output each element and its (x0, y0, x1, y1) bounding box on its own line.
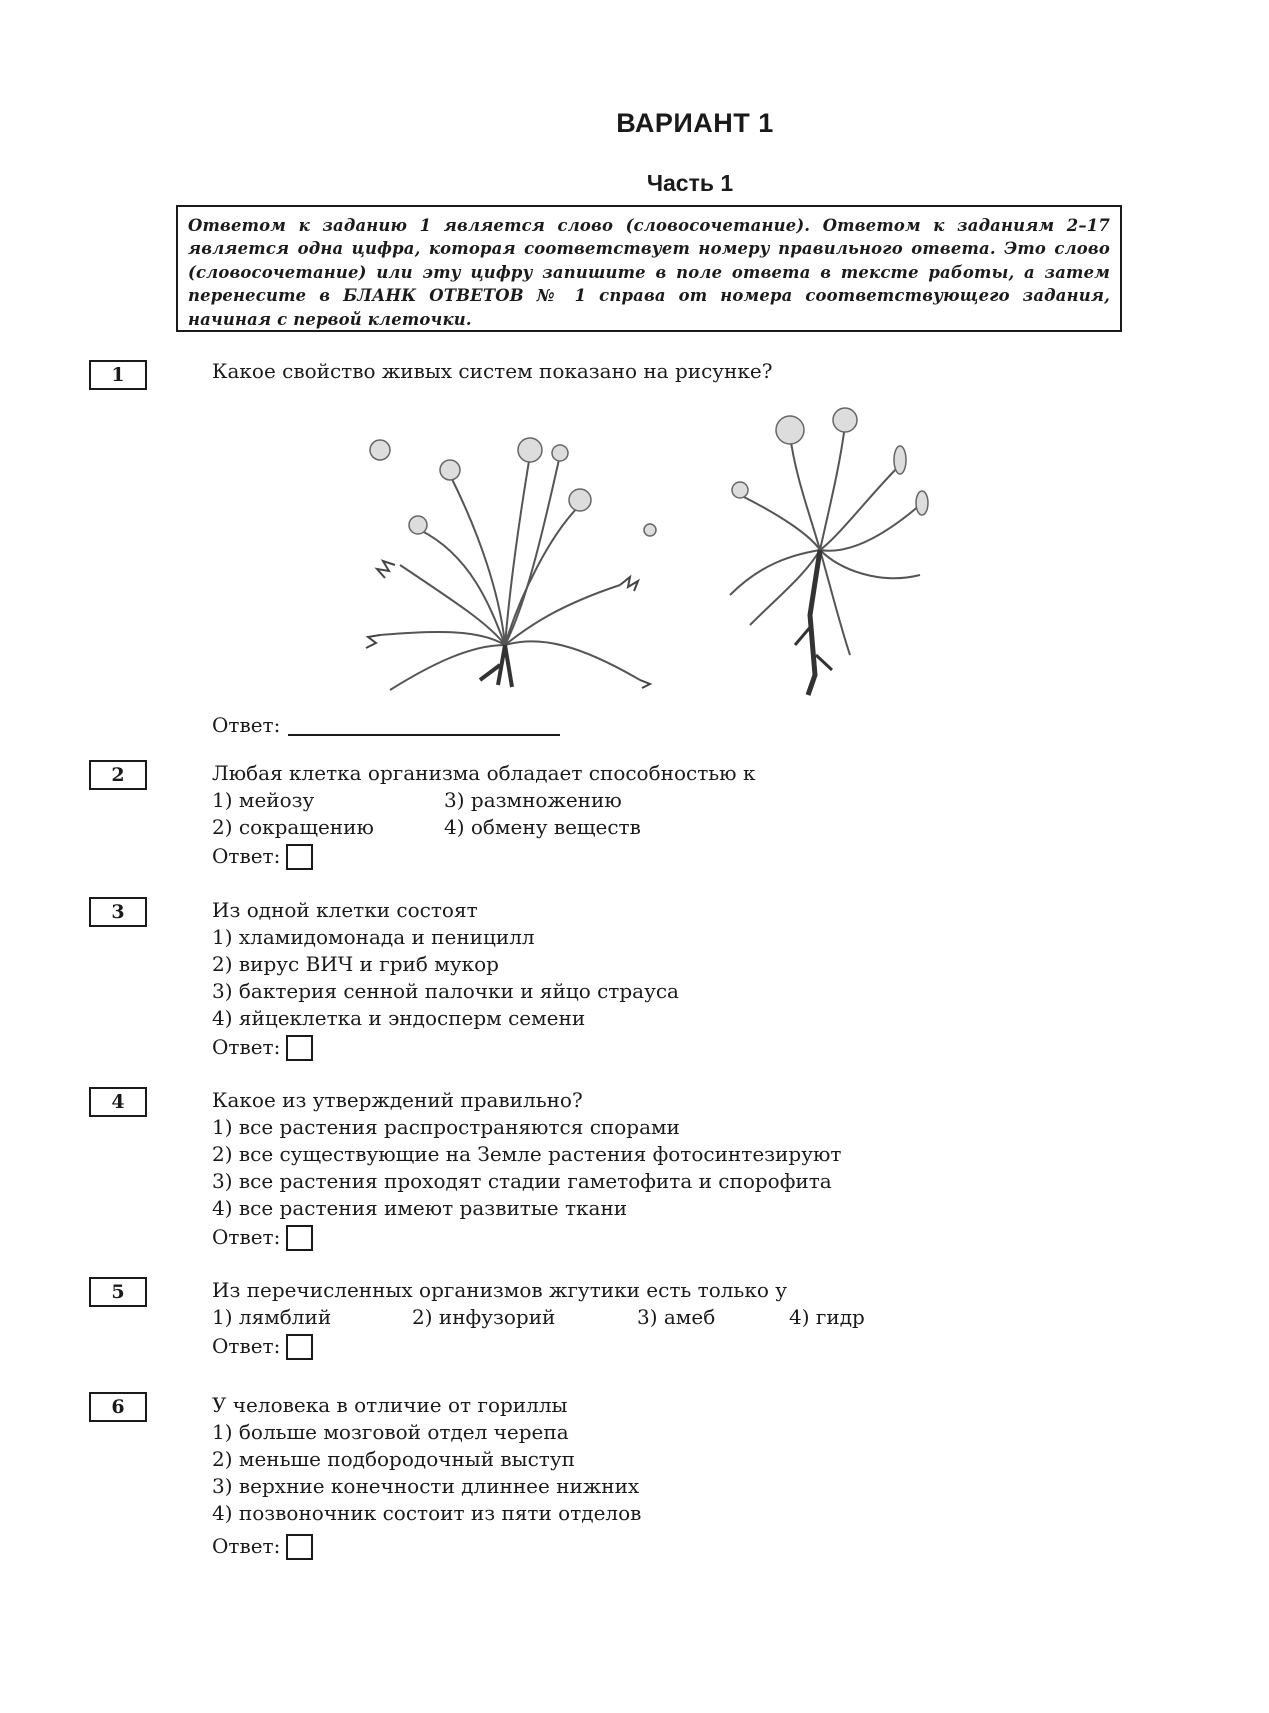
option: 4) яйцеклетка и эндосперм семени (212, 1006, 586, 1030)
page-title: ВАРИАНТ 1 (616, 108, 774, 138)
question-1-answer (212, 710, 560, 739)
question-5-text: Из перечисленных организмов жгутики есть только у (212, 1278, 787, 1302)
question-1-text: Какое свойство живых систем показано на рисунке? (212, 359, 773, 383)
question-2 (212, 760, 755, 870)
option: 1) хламидомонада и пеницилл (212, 925, 535, 949)
option: 3) все растения проходят стадии гаметофита и спорофита (212, 1169, 832, 1193)
question-number-1: 1 (89, 360, 147, 390)
option: 1) мейозу (212, 788, 315, 812)
option: 1) лямблий (212, 1305, 332, 1329)
option: 2) все существующие на Земле растения фотосинтезируют (212, 1142, 842, 1166)
option: 2) вирус ВИЧ и гриб мукор (212, 952, 499, 976)
answer-input-2[interactable] (286, 844, 313, 870)
question-3-text: Из одной клетки состоят (212, 898, 478, 922)
answer-label: Ответ: (212, 844, 281, 868)
question-6 (212, 1392, 641, 1560)
question-6-text: У человека в отличие от гориллы (212, 1393, 568, 1417)
option: 3) бактерия сенной палочки и яйцо страуса (212, 979, 679, 1003)
option: 4) все растения имеют развитые ткани (212, 1196, 628, 1220)
option: 3) амеб (637, 1305, 716, 1329)
question-number-5: 5 (89, 1277, 147, 1307)
question-5 (212, 1277, 865, 1360)
answer-label: Ответ: (212, 713, 281, 737)
question-number-2: 2 (89, 760, 147, 790)
answer-label: Ответ: (212, 1334, 281, 1358)
answer-input-4[interactable] (286, 1225, 313, 1251)
option: 2) инфузорий (412, 1305, 556, 1329)
question-2-text: Любая клетка организма обладает способностью к (212, 761, 756, 785)
question-3 (212, 897, 679, 1061)
answer-input-5[interactable] (286, 1334, 313, 1360)
right-dandelion-plant (730, 425, 920, 695)
option: 3) верхние конечности длиннее нижних (212, 1474, 640, 1498)
option: 2) меньше подбородочный выступ (212, 1447, 575, 1471)
question-number-6: 6 (89, 1392, 147, 1422)
option: 4) обмену веществ (444, 815, 641, 839)
option: 1) больше мозговой отдел черепа (212, 1420, 569, 1444)
option: 4) позвоночник состоит из пяти отделов (212, 1501, 642, 1525)
option: 4) гидр (789, 1305, 865, 1329)
question-4 (212, 1087, 841, 1251)
question-1 (212, 358, 772, 385)
dandelion-plants-illustration (340, 395, 960, 705)
left-dandelion-plant (366, 455, 650, 690)
page-subtitle: Часть 1 (646, 170, 734, 196)
question-number-3: 3 (89, 897, 147, 927)
question-number-4: 4 (89, 1087, 147, 1117)
answer-input-6[interactable] (286, 1534, 313, 1560)
option: 3) размножению (444, 788, 622, 812)
answer-label: Ответ: (212, 1035, 281, 1059)
answer-input-1[interactable] (288, 716, 560, 736)
answer-input-3[interactable] (286, 1035, 313, 1061)
option: 2) сокращению (212, 815, 374, 839)
option: 1) все растения распространяются спорами (212, 1115, 680, 1139)
answer-label: Ответ: (212, 1225, 281, 1249)
answer-label: Ответ: (212, 1534, 281, 1558)
question-4-text: Какое из утверждений правильно? (212, 1088, 583, 1112)
instructions-box: Ответом к заданию 1 является слово (словосочетание). Ответом к заданиям 2–17 является одна цифра, которая соответствует номеру правильного ответа. Это слово (словосочетание) или эту цифру запишите в поле ответа в тексте работы, а затем перенесите в БЛАНК ОТВЕТОВ № 1 справа от номера соответствующего задания, начиная с первой клеточки. (176, 205, 1122, 332)
